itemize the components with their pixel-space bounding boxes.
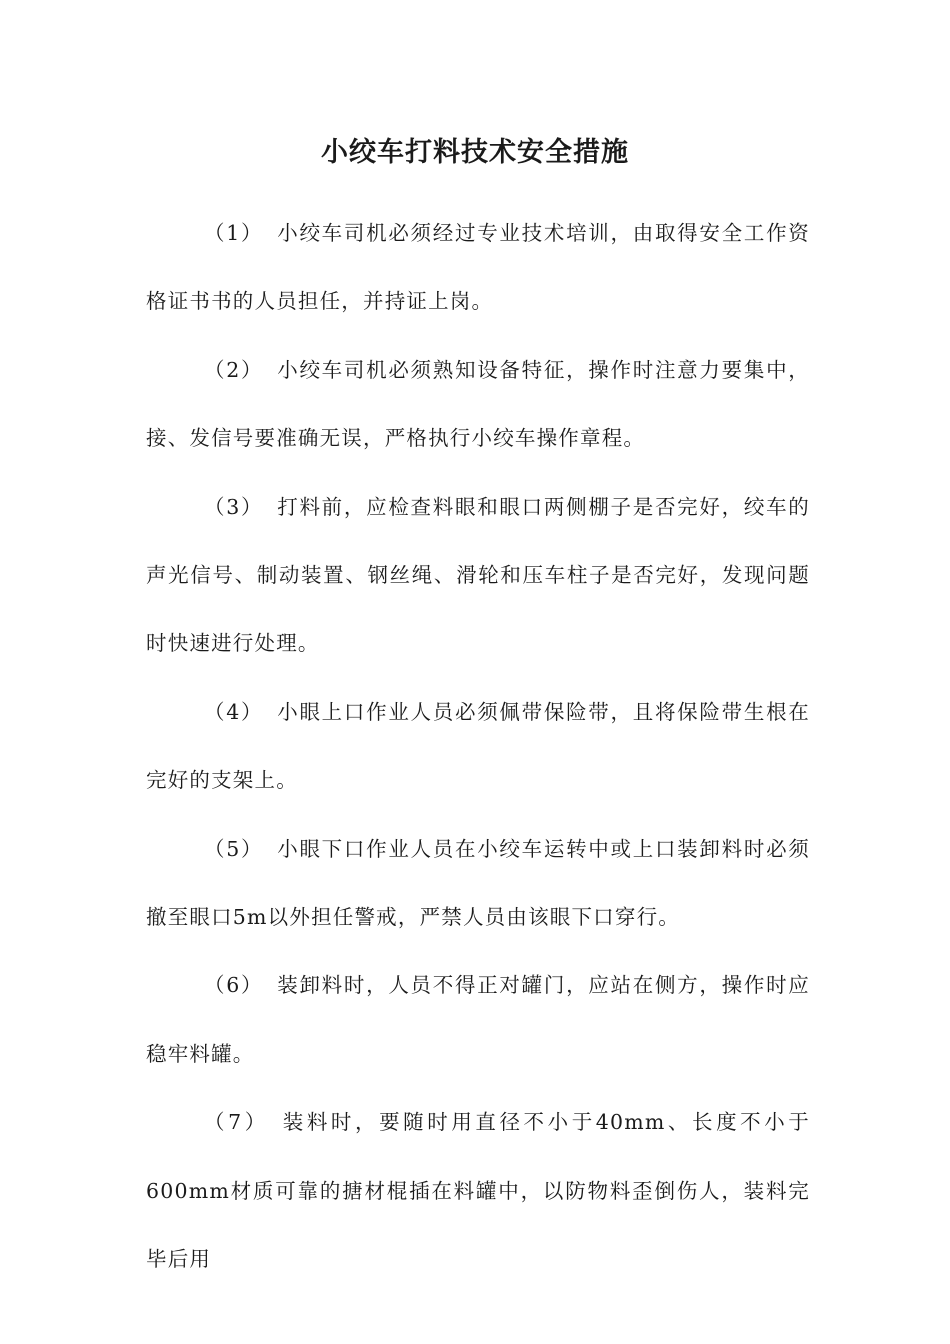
paragraph-7 bbox=[146, 1088, 810, 1293]
paragraph-text: 小眼下口作业人员在小绞车运转中或上口装卸料时必须撤至眼口5m以外担任警戒，严禁人员由该眼下口穿行。 bbox=[146, 836, 810, 930]
paragraph-number: （6） bbox=[204, 973, 264, 998]
paragraph-4 bbox=[146, 678, 810, 815]
paragraph-3 bbox=[146, 473, 810, 678]
paragraph-text: 装卸料时，人员不得正对罐门，应站在侧方，操作时应稳牢料罐。 bbox=[146, 973, 810, 1066]
paragraph-5 bbox=[146, 815, 810, 952]
paragraph-text: 小眼上口作业人员必须佩带保险带，且将保险带生根在完好的支架上。 bbox=[146, 699, 810, 793]
paragraph-text: 打料前，应检查料眼和眼口两侧棚子是否完好，绞车的声光信号、制动装置、钢丝绳、滑轮和压车柱子是否完好，发现问题时快速进行处理。 bbox=[146, 494, 810, 656]
paragraph-number: （2） bbox=[204, 357, 264, 382]
document-body bbox=[146, 199, 810, 1294]
paragraph-6 bbox=[146, 951, 810, 1088]
paragraph-number: （7） bbox=[204, 1110, 269, 1135]
paragraph-text: 装料时，要随时用直径不小于40mm、长度不小于600mm材质可靠的搪材棍插在料罐中，以防物料歪倒伤人，装料完毕后用 bbox=[146, 1110, 810, 1272]
document-title: 小绞车打料技术安全措施 bbox=[321, 137, 629, 168]
paragraph-text: 小绞车司机必须经过专业技术培训，由取得安全工作资格证书书的人员担任，并持证上岗。 bbox=[146, 221, 810, 314]
paragraph-text: 小绞车司机必须熟知设备特征，操作时注意力要集中，接、发信号要准确无误，严格执行小绞车操作章程。 bbox=[146, 357, 810, 451]
paragraph-number: （4） bbox=[204, 699, 264, 724]
paragraph-1 bbox=[146, 199, 810, 336]
paragraph-2 bbox=[146, 336, 810, 473]
paragraph-number: （3） bbox=[204, 494, 264, 519]
paragraph-number: （5） bbox=[204, 836, 264, 861]
paragraph-number: （1） bbox=[204, 221, 264, 245]
